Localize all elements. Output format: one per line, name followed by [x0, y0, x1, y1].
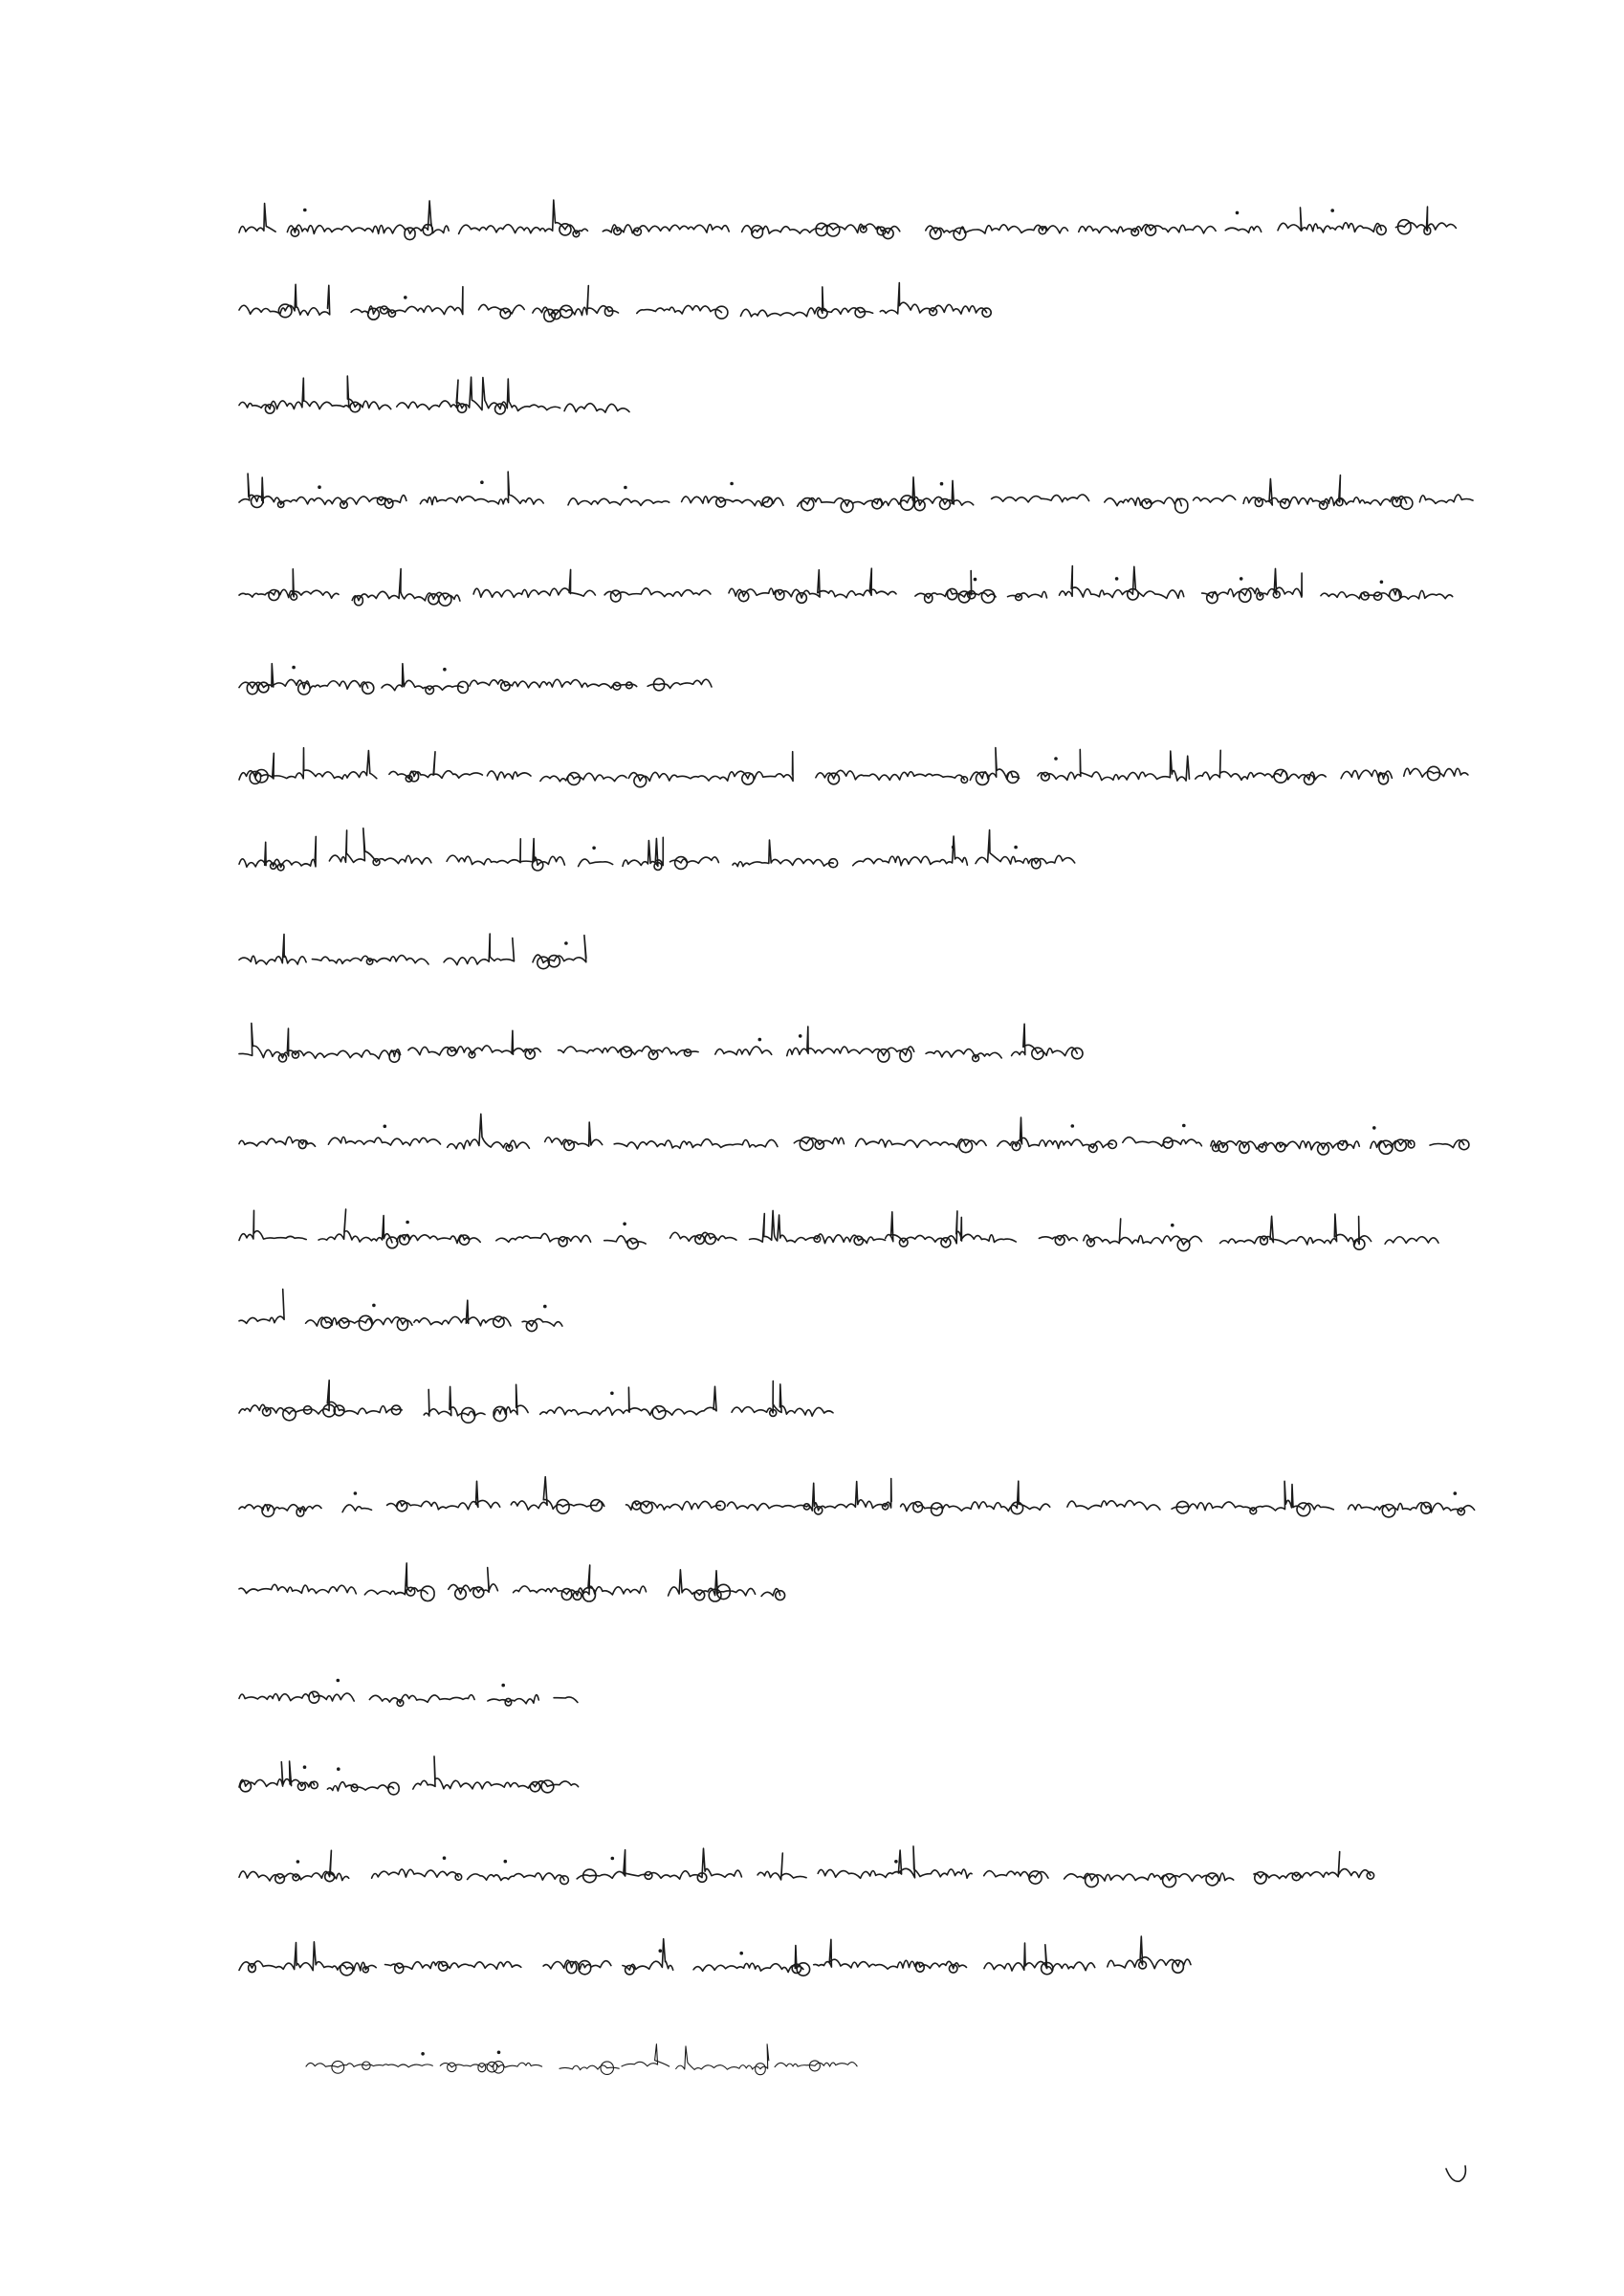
handwritten-word: [440, 2062, 541, 2073]
handwritten-word: [715, 1047, 772, 1055]
handwritten-word: [1105, 497, 1188, 513]
handwritten-word: [543, 1960, 611, 1975]
handwritten-word: [670, 857, 719, 870]
handwritten-word: [1341, 770, 1392, 784]
handwritten-word: [239, 1210, 306, 1240]
handwritten-word: [420, 472, 543, 504]
handwritten-word: [670, 1232, 736, 1244]
handwritten-word: [976, 830, 1075, 869]
handwritten-word: [239, 748, 377, 784]
ink-dot: [1372, 1126, 1376, 1130]
ink-dot: [303, 1765, 307, 1769]
ink-dot: [337, 1767, 340, 1771]
handwritten-word: [992, 495, 1089, 502]
handwritten-line: [239, 200, 1456, 240]
handwritten-word: [1196, 750, 1326, 784]
handwritten-word: [239, 474, 406, 508]
handwritten-word: [424, 1386, 485, 1423]
handwritten-word: [447, 839, 564, 872]
ink-dot: [1054, 757, 1058, 761]
handwritten-word: [328, 1137, 440, 1145]
handwritten-word: [742, 223, 900, 238]
ink-dot: [758, 1038, 762, 1042]
handwritten-word: [487, 771, 531, 780]
handwritten-word: [1211, 1140, 1359, 1155]
ink-dot: [501, 1684, 505, 1688]
handwritten-word: [568, 498, 669, 506]
handwritten-word: [757, 1853, 806, 1880]
handwritten-word: [382, 664, 468, 695]
handwritten-word: [397, 1234, 481, 1245]
handwritten-word: [998, 1117, 1116, 1153]
handwritten-word: [239, 284, 330, 317]
ink-dot: [497, 2051, 501, 2055]
handwritten-word: [628, 752, 793, 787]
handwritten-word: [1008, 591, 1047, 600]
handwritten-line: [239, 1024, 1083, 1063]
handwritten-word: [733, 840, 838, 868]
handwritten-word: [637, 305, 728, 319]
ink-dot: [564, 941, 568, 945]
handwritten-word: [970, 748, 1019, 785]
ink-dot: [1115, 577, 1119, 581]
ink-dot: [730, 482, 734, 486]
handwritten-word: [761, 1589, 785, 1601]
handwritten-word: [816, 770, 968, 784]
handwritten-word: [886, 1211, 1016, 1247]
handwritten-word: [1371, 1139, 1415, 1154]
handwritten-word: [622, 2044, 669, 2066]
handwritten-line: [239, 376, 629, 414]
ink-dot: [799, 1034, 802, 1038]
handwritten-word: [727, 1479, 891, 1514]
handwritten-word: [239, 1380, 402, 1421]
ink-dot: [611, 1857, 615, 1861]
ink-dot: [1330, 209, 1334, 212]
handwritten-line: [239, 1290, 562, 1332]
handwritten-word: [387, 1481, 500, 1512]
handwritten-word: [494, 1384, 528, 1421]
handwritten-word: [880, 283, 991, 318]
handwritten-word: [984, 1943, 1095, 1975]
handwritten-word: [1220, 1214, 1372, 1249]
handwritten-line: [239, 1477, 1475, 1517]
handwritten-word: [473, 569, 595, 597]
handwritten-word: [1395, 207, 1456, 234]
ink-dot: [1071, 1124, 1075, 1128]
handwritten-word: [1243, 475, 1413, 510]
handwritten-word: [1254, 1852, 1374, 1884]
handwritten-word: [364, 1563, 434, 1601]
handwritten-word: [853, 836, 968, 866]
handwritten-word: [239, 204, 275, 233]
ink-dot: [303, 209, 307, 212]
handwritten-word: [397, 377, 560, 414]
handwritten-word: [732, 1381, 833, 1417]
handwritten-word: [794, 1137, 844, 1151]
handwritten-word: [351, 287, 463, 320]
handwritten-line: [239, 1936, 1191, 1976]
handwritten-word: [533, 936, 586, 969]
handwritten-word: [1430, 1139, 1469, 1149]
ink-dot: [443, 1856, 447, 1860]
ink-dot: [318, 485, 321, 489]
ink-dot: [337, 1679, 340, 1683]
ink-dot: [659, 1949, 663, 1953]
ink-dot: [443, 668, 447, 672]
handwritten-word: [352, 569, 460, 607]
handwritten-word: [693, 1946, 810, 1976]
ink-dot: [1454, 1491, 1458, 1495]
handwritten-word: [514, 1565, 647, 1601]
handwritten-line: [239, 664, 712, 695]
handwritten-word: [1064, 1873, 1234, 1888]
handwritten-word: [1012, 1024, 1083, 1059]
handwritten-word: [239, 664, 374, 695]
handwritten-word: [312, 956, 428, 965]
handwritten-word: [449, 1568, 498, 1600]
handwritten-word: [1321, 589, 1453, 601]
handwritten-word: [511, 1477, 604, 1514]
handwritten-word: [1419, 495, 1473, 503]
handwritten-word: [239, 1505, 321, 1517]
ink-dot: [504, 1860, 508, 1864]
ink-dot: [592, 847, 596, 850]
handwritten-word: [329, 828, 431, 866]
handwritten-word: [372, 1869, 462, 1880]
handwritten-word: [468, 1873, 569, 1885]
handwritten-word: [1039, 1235, 1077, 1245]
handwritten-line: [239, 1756, 579, 1795]
handwritten-word: [623, 1939, 673, 1975]
handwritten-word: [239, 836, 316, 871]
handwritten-word: [369, 1694, 474, 1706]
handwritten-word: [1194, 496, 1236, 502]
handwritten-word: [926, 225, 1068, 240]
handwritten-word: [522, 1319, 562, 1332]
handwritten-word: [239, 1850, 349, 1883]
ink-dot: [296, 1860, 300, 1864]
ink-dot: [1240, 577, 1243, 581]
handwritten-word: [676, 2044, 769, 2075]
ink-dot: [610, 1392, 614, 1396]
ink-dot: [624, 486, 627, 490]
handwritten-word: [1067, 1500, 1160, 1510]
handwritten-line: [239, 283, 991, 322]
handwritten-word: [470, 679, 637, 691]
handwritten-word: [459, 200, 588, 237]
handwritten-word: [856, 1138, 987, 1152]
handwritten-word: [414, 1300, 511, 1327]
handwritten-word: [239, 376, 391, 413]
handwritten-word: [540, 773, 626, 785]
ink-dot: [480, 480, 484, 484]
handwritten-word: [984, 1871, 1048, 1885]
handwritten-word: [604, 1236, 646, 1249]
handwritten-word: [1202, 568, 1303, 603]
handwritten-word: [1404, 766, 1468, 780]
handwritten-word: [682, 497, 783, 507]
handwritten-word: [1225, 227, 1262, 233]
handwritten-word: [1084, 1219, 1202, 1251]
handwritten-line: [239, 1846, 1374, 1888]
handwritten-word: [1385, 1237, 1438, 1244]
footnote-line: [306, 2044, 857, 2075]
handwritten-word: [540, 1386, 716, 1419]
handwritten-word: [239, 1761, 318, 1792]
ink-dot: [354, 1491, 358, 1495]
handwritten-line: [239, 1114, 1469, 1155]
handwritten-line: [239, 1563, 785, 1601]
handwritten-line: [239, 566, 1453, 607]
handwritten-word: [814, 1939, 967, 1973]
handwritten-word: [239, 1137, 316, 1148]
handwritten-word: [545, 1122, 603, 1150]
ink-dot: [1380, 581, 1384, 585]
ink-dot: [372, 1304, 376, 1308]
handwritten-word: [901, 1481, 1050, 1515]
ink-dot: [952, 846, 955, 850]
handwritten-line: [239, 934, 586, 969]
handwritten-line: [239, 1679, 578, 1707]
handwritten-word: [614, 1139, 778, 1149]
ink-dot: [739, 1952, 743, 1955]
handwritten-word: [408, 1030, 540, 1059]
ink-dot: [1236, 211, 1240, 215]
handwritten-word: [318, 1209, 398, 1248]
handwritten-word: [1060, 566, 1184, 601]
ink-dot: [406, 1221, 409, 1225]
handwritten-word: [559, 1047, 699, 1060]
handwritten-word: [915, 571, 996, 604]
handwritten-word: [647, 678, 712, 690]
handwritten-footnote: [306, 2044, 857, 2075]
handwritten-word: [798, 477, 974, 513]
handwritten-line: [239, 748, 1468, 787]
handwritten-word: [479, 304, 525, 318]
handwritten-word: [1038, 749, 1190, 781]
ink-dot: [623, 1223, 626, 1226]
handwritten-word: [306, 2061, 432, 2073]
page-mark-glyph: [1446, 2166, 1465, 2181]
handwritten-word: [554, 1697, 578, 1703]
handwritten-word: [239, 1691, 354, 1703]
ink-dot: [1182, 1124, 1186, 1128]
handwritten-word: [787, 1027, 914, 1062]
handwritten-word: [239, 935, 306, 965]
handwritten-word: [389, 752, 483, 782]
handwritten-line: [239, 1209, 1438, 1250]
handwritten-word: [669, 1570, 756, 1601]
handwritten-word: [533, 286, 619, 322]
handwritten-word: [623, 837, 663, 870]
handwritten-word: [750, 1210, 886, 1245]
handwritten-word: [496, 1233, 591, 1246]
handwritten-word: [385, 1961, 521, 1973]
ink-dot: [404, 296, 407, 299]
handwritten-word: [239, 1024, 401, 1063]
handwritten-word: [444, 934, 514, 964]
ink-dot: [543, 1305, 547, 1309]
ink-dot: [384, 1125, 387, 1129]
handwritten-word: [926, 1049, 1001, 1062]
handwritten-line: [239, 472, 1473, 513]
handwritten-lines: [239, 200, 1475, 1976]
handwritten-word: [413, 1756, 579, 1793]
handwritten-word: [560, 2062, 619, 2075]
ink-dot: [1014, 846, 1018, 850]
handwritten-word: [287, 201, 449, 240]
handwritten-word: [604, 588, 711, 602]
handwritten-line: [239, 1380, 833, 1423]
handwritten-word: [564, 404, 629, 412]
handwritten-word: [1123, 1137, 1202, 1148]
handwritten-word: [239, 1584, 356, 1594]
handwritten-word: [1079, 225, 1216, 236]
handwritten-word: [1172, 1481, 1333, 1515]
handwritten-word: [1108, 1936, 1191, 1973]
handwritten-line: [239, 828, 1075, 871]
handwritten-word: [448, 1114, 530, 1151]
handwritten-word: [239, 1290, 284, 1324]
handwritten-word: [740, 287, 872, 319]
ink-dot: [974, 578, 977, 582]
ink-dot: [292, 666, 296, 670]
handwritten-word: [1349, 1502, 1475, 1517]
handwritten-word: [488, 1695, 538, 1706]
ink-dot: [1171, 1224, 1174, 1227]
handwritten-word: [579, 859, 613, 866]
handwritten-word: [239, 569, 339, 601]
handwritten-word: [603, 225, 729, 235]
handwritten-word: [626, 1501, 726, 1513]
handwritten-word: [327, 1782, 399, 1795]
page-number-mark: [1446, 2166, 1465, 2181]
ink-dot: [940, 482, 944, 486]
handwritten-word: [342, 1505, 371, 1512]
handwritten-word: [729, 568, 896, 603]
ink-dot: [894, 1860, 898, 1864]
handwritten-word: [577, 1848, 741, 1883]
handwritten-word: [306, 1315, 412, 1330]
ink-dot: [421, 2052, 425, 2056]
handwritten-word: [775, 2061, 857, 2071]
handwritten-word: [239, 1942, 376, 1976]
